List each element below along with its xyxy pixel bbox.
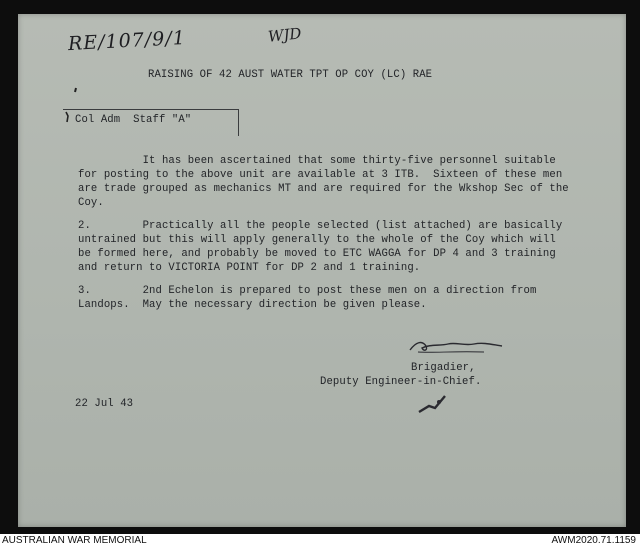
ink-mark [415, 390, 449, 416]
footer-accession-number: AWM2020.71.1159 [551, 535, 636, 546]
paragraph-1: It has been ascertained that some thirty-five personnel suitable for posting to the above unit are available at 3 ITB. Sixteen of these men are trade grouped as mechanics MT and are required for the Wkshop Sec of the Coy. [78, 155, 569, 209]
memo-title: RAISING OF 42 AUST WATER TPT OP COY (LC) RAE [148, 69, 433, 81]
signature [404, 334, 504, 358]
handwritten-initials: WJD [267, 24, 303, 46]
paragraph-2: 2. Practically all the people selected (list attached) are basically untrained but this will apply generally to the whole of the Coy which will be formed here, and probably be moved to ETC WAGGA for DP 4 and 3 training and return to VICTORIA POINT for DP 2 and 1 training. [78, 220, 563, 274]
handwritten-reference: RE/107/9/1 [67, 26, 187, 56]
addressee: Col Adm Staff "A" [75, 114, 192, 126]
memo-date: 22 Jul 43 [75, 398, 134, 410]
paragraph-3: 3. 2nd Echelon is prepared to post these men on a direction from Landops. May the necessary direction be given please. [78, 285, 537, 311]
signatory-rank: Brigadier, [411, 362, 476, 374]
archive-footer [0, 534, 640, 548]
signatory-position: Deputy Engineer-in-Chief. [320, 376, 482, 388]
memo-page [18, 14, 626, 527]
footer-institution: AUSTRALIAN WAR MEMORIAL [2, 535, 147, 546]
